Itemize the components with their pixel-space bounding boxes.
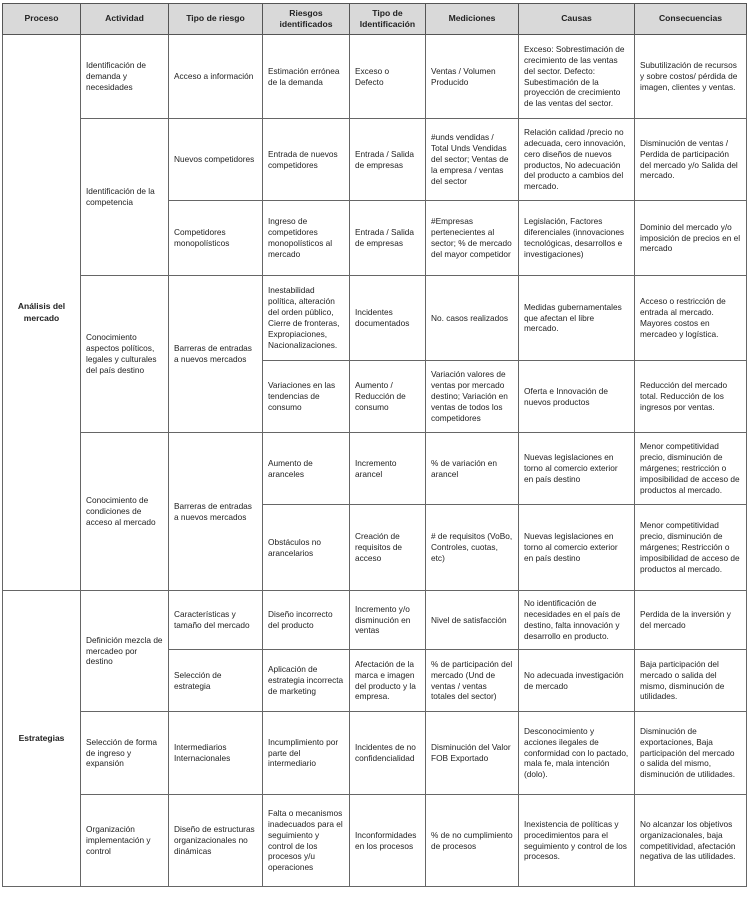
activity-cell: Conocimiento de condiciones de acceso al mercado (81, 433, 169, 591)
cause-cell: Exceso: Sobrestimación de crecimiento de las ventas del sector. Defecto: Subestimación de la proyección de crecimiento de las ventas del sector. (519, 35, 635, 119)
measurement-cell: % de no cumplimiento de procesos (426, 795, 519, 887)
risk-matrix-frame (2, 3, 747, 887)
cause-cell: Desconocimiento y acciones ilegales de conformidad con lo pactado, mala fe, mala intención (dolo). (519, 712, 635, 795)
cause-cell: Inexistencia de políticas y procedimientos para el seguimiento y control de los procesos. (519, 795, 635, 887)
table-row (3, 712, 747, 795)
identification-cell: Entrada / Salida de empresas (350, 119, 426, 201)
identification-cell: Incremento arancel (350, 433, 426, 505)
header-causas: Causas (519, 4, 635, 35)
activity-cell: Identificación de demanda y necesidades (81, 35, 169, 119)
consequence-cell: Subutilización de recursos y sobre costos/ pérdida de imagen, clientes y ventas. (635, 35, 747, 119)
header-tipo-riesgo: Tipo de riesgo (169, 4, 263, 35)
activity-cell: Selección de forma de ingreso y expansión (81, 712, 169, 795)
risk-type-cell: Intermediarios Internacionales (169, 712, 263, 795)
measurement-cell: # de requisitos (VoBo, Controles, cuotas, etc) (426, 505, 519, 591)
risk-type-cell: Acceso a información (169, 35, 263, 119)
consequence-cell: Disminución de ventas / Perdida de participación del mercado y/o Salida del mercado. (635, 119, 747, 201)
cause-cell: Relación calidad /precio no adecuada, cero innovación, cero diseños de nuevos productos, No adecuación del producto a cambios del mercado. (519, 119, 635, 201)
table-row (3, 119, 747, 201)
risk-cell: Falta o mecanismos inadecuados para el seguimiento y control de los procesos y/u operaciones (263, 795, 350, 887)
consequence-cell: Menor competitividad precio, disminución de márgenes; Restricción o imposibilidad de acceso de productos al mercado. (635, 505, 747, 591)
risk-type-cell: Competidores monopolísticos (169, 201, 263, 276)
risk-cell: Aumento de aranceles (263, 433, 350, 505)
consequence-cell: Dominio del mercado y/o imposición de precios en el mercado (635, 201, 747, 276)
measurement-cell: Variación valores de ventas por mercado destino; Variación en ventas de todos los competidores (426, 361, 519, 433)
risk-cell: Variaciones en las tendencias de consumo (263, 361, 350, 433)
identification-cell: Exceso o Defecto (350, 35, 426, 119)
measurement-cell: #unds vendidas / Total Unds Vendidas del sector; Ventas de la empresa / ventas del sector (426, 119, 519, 201)
activity-cell: Conocimiento aspectos políticos, legales y culturales del país destino (81, 276, 169, 433)
identification-cell: Incidentes de no confidencialidad (350, 712, 426, 795)
identification-cell: Aumento / Reducción de consumo (350, 361, 426, 433)
cause-cell: Legislación, Factores diferenciales (innovaciones tecnológicas, desarrollos e investigaciones) (519, 201, 635, 276)
cause-cell: Nuevas legislaciones en torno al comercio exterior en país destino (519, 433, 635, 505)
activity-cell: Identificación de la competencia (81, 119, 169, 276)
table-row (3, 795, 747, 887)
measurement-cell: Nivel de satisfacción (426, 591, 519, 650)
cause-cell: Medidas gubernamentales que afectan el libre mercado. (519, 276, 635, 361)
table-row (3, 433, 747, 505)
risk-cell: Estimación errónea de la demanda (263, 35, 350, 119)
consequence-cell: Reducción del mercado total. Reducción de los ingresos por ventas. (635, 361, 747, 433)
risk-cell: Aplicación de estrategia incorrecta de marketing (263, 650, 350, 712)
activity-cell: Organización implementación y control (81, 795, 169, 887)
measurement-cell: No. casos realizados (426, 276, 519, 361)
process-cell: Estrategias (3, 591, 81, 887)
risk-matrix-table (2, 3, 747, 887)
measurement-cell: Disminución del Valor FOB Exportado (426, 712, 519, 795)
header-tipo-identificacion: Tipo de Identificación (350, 4, 426, 35)
measurement-cell: Ventas / Volumen Producido (426, 35, 519, 119)
identification-cell: Entrada / Salida de empresas (350, 201, 426, 276)
consequence-cell: Baja participación del mercado o salida del mismo, disminución de utilidades. (635, 650, 747, 712)
header-row (3, 4, 747, 35)
table-row (3, 276, 747, 361)
risk-cell: Inestabilidad política, alteración del orden público, Cierre de fronteras, Expropiaciones, Nacionalizaciones. (263, 276, 350, 361)
consequence-cell: Acceso o restricción de entrada al mercado. Mayores costos en mercadeo y logística. (635, 276, 747, 361)
cause-cell: No adecuada investigación de mercado (519, 650, 635, 712)
risk-type-cell: Barreras de entradas a nuevos mercados (169, 276, 263, 433)
identification-cell: Incremento y/o disminución en ventas (350, 591, 426, 650)
cause-cell: Nuevas legislaciones en torno al comercio exterior en país destino (519, 505, 635, 591)
process-cell: Análisis del mercado (3, 35, 81, 591)
identification-cell: Creación de requisitos de acceso (350, 505, 426, 591)
risk-type-cell: Características y tamaño del mercado (169, 591, 263, 650)
consequence-cell: Disminución de exportaciones, Baja participación del mercado o salida del mismo, disminución de utilidades. (635, 712, 747, 795)
risk-cell: Obstáculos no arancelarios (263, 505, 350, 591)
measurement-cell: #Empresas pertenecientes al sector; % de mercado del mayor competidor (426, 201, 519, 276)
header-proceso: Proceso (3, 4, 81, 35)
consequence-cell: Perdida de la inversión y del mercado (635, 591, 747, 650)
table-row (3, 35, 747, 119)
identification-cell: Inconformidades en los procesos (350, 795, 426, 887)
identification-cell: Afectación de la marca e imagen del producto y la empresa. (350, 650, 426, 712)
risk-cell: Ingreso de competidores monopolísticos al mercado (263, 201, 350, 276)
table-row (3, 591, 747, 650)
consequence-cell: Menor competitividad precio, disminución de márgenes; restricción o imposibilidad de acceso de productos al mercado. (635, 433, 747, 505)
cause-cell: No identificación de necesidades en el país de destino, falta innovación y desarrollo en producto. (519, 591, 635, 650)
risk-cell: Entrada de nuevos competidores (263, 119, 350, 201)
identification-cell: Incidentes documentados (350, 276, 426, 361)
risk-type-cell: Selección de estrategia (169, 650, 263, 712)
header-mediciones: Mediciones (426, 4, 519, 35)
measurement-cell: % de participación del mercado (Und de ventas / ventas totales del sector) (426, 650, 519, 712)
header-riesgos: Riesgos identificados (263, 4, 350, 35)
cause-cell: Oferta e Innovación de nuevos productos (519, 361, 635, 433)
risk-cell: Diseño incorrecto del producto (263, 591, 350, 650)
header-consecuencias: Consecuencias (635, 4, 747, 35)
consequence-cell: No alcanzar los objetivos organizacionales, baja competitividad, afectación negativa de las utilidades. (635, 795, 747, 887)
risk-type-cell: Diseño de estructuras organizacionales no dinámicas (169, 795, 263, 887)
activity-cell: Definición mezcla de mercadeo por destino (81, 591, 169, 712)
risk-type-cell: Barreras de entradas a nuevos mercados (169, 433, 263, 591)
header-actividad: Actividad (81, 4, 169, 35)
risk-cell: Incumplimiento por parte del intermediario (263, 712, 350, 795)
measurement-cell: % de variación en arancel (426, 433, 519, 505)
risk-type-cell: Nuevos competidores (169, 119, 263, 201)
